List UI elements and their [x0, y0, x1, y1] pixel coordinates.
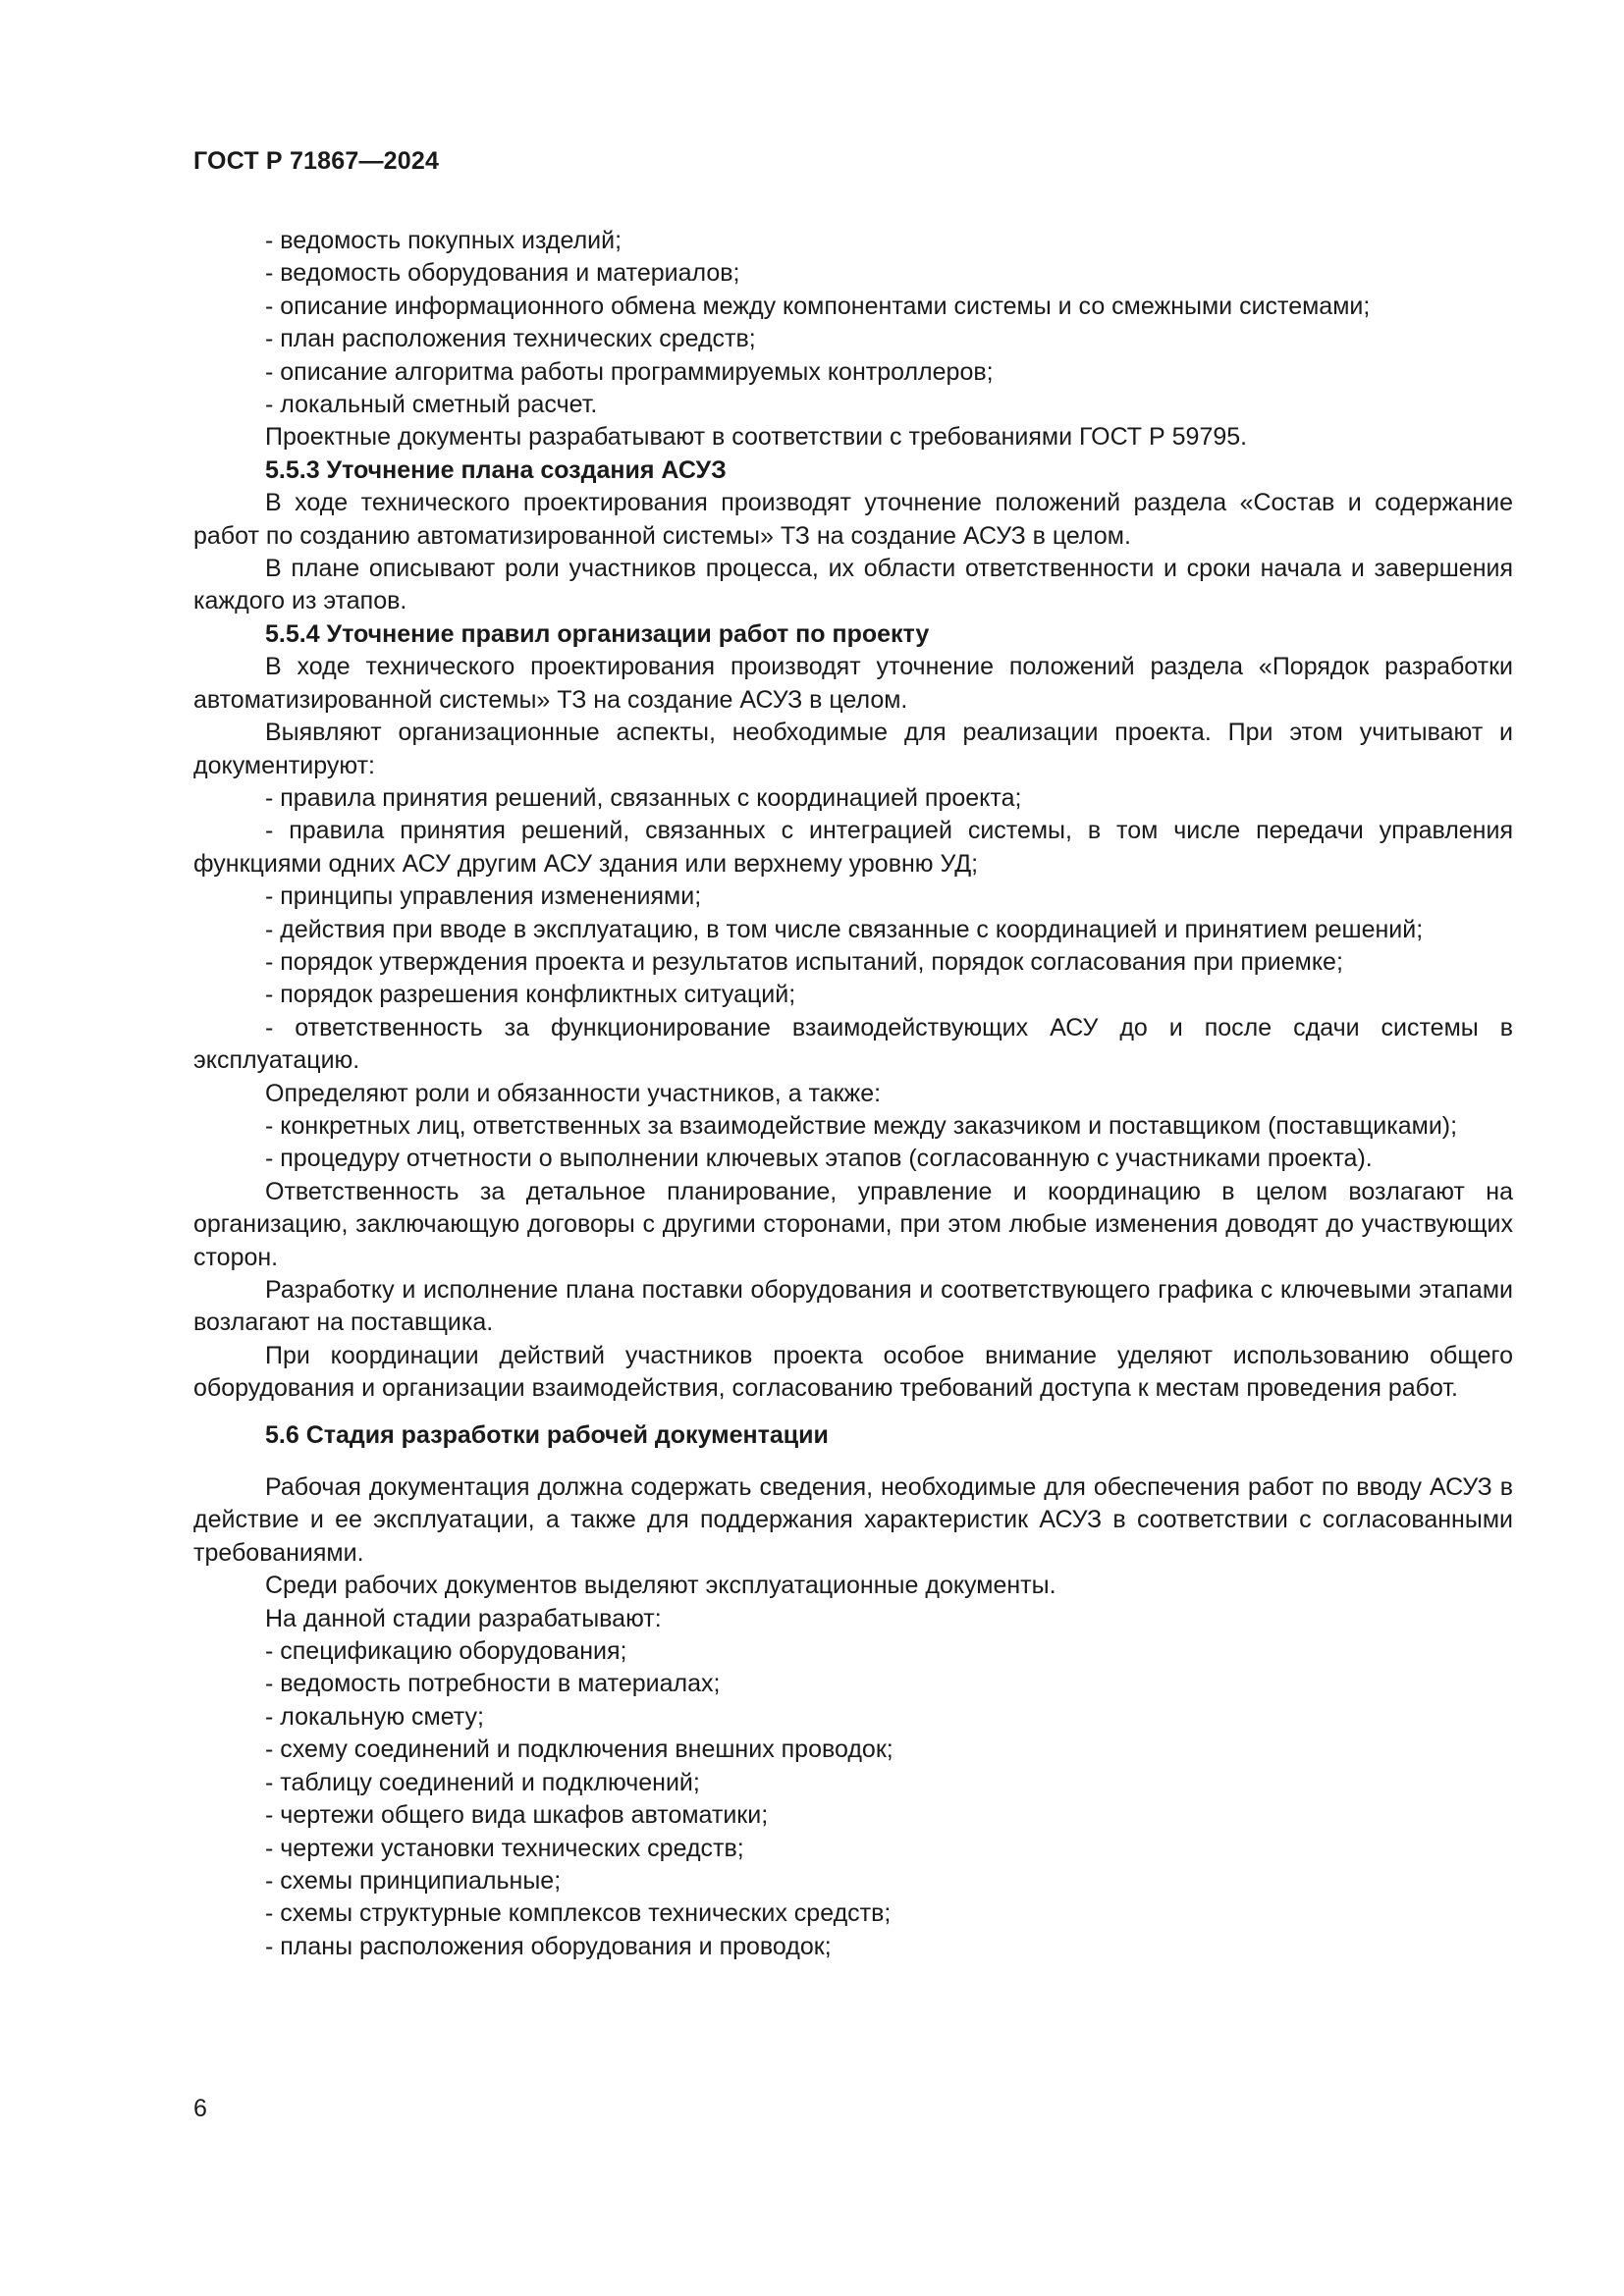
list-item: - планы расположения оборудования и проводок; — [265, 1932, 832, 1960]
subsection-heading-5-5-3: 5.5.3 Уточнение плана создания АСУЗ — [265, 455, 727, 484]
list-item: - конкретных лиц, ответственных за взаимодействие между заказчиком и поставщиком (поставщиками); — [265, 1111, 1458, 1140]
paragraph: При координации действий участников проекта особое внимание уделяют использованию общего оборудования и организации взаимодействия, согласованию требований доступа к местам проведения работ. — [193, 1341, 1513, 1403]
list-item: - описание алгоритма работы программируемых контроллеров; — [265, 357, 994, 386]
list-item: - порядок утверждения проекта и результатов испытаний, порядок согласования при приемке; — [265, 947, 1343, 976]
list-item: - процедуру отчетности о выполнении ключевых этапов (согласованную с участниками проекта). — [265, 1145, 1373, 1173]
paragraph: В плане описывают роли участников процесса, их области ответственности и сроки начала и завершения каждого из этапов. — [193, 555, 1513, 615]
list-item: - схемы принципиальные; — [265, 1866, 562, 1895]
list-item: - схемы структурные комплексов технических средств; — [265, 1899, 892, 1928]
list-item: - порядок разрешения конфликтных ситуаций; — [265, 981, 796, 1009]
list-item: - ведомость потребности в материалах; — [265, 1670, 721, 1698]
page-number: 6 — [193, 2095, 207, 2122]
paragraph: Ответственность за детальное планирование, управление и координацию в целом возлагают на организацию, заключающую договоры с другими сторонами, при этом любые изменения доводят до участвующих сторон. — [193, 1177, 1513, 1271]
subsection-heading-5-5-4: 5.5.4 Уточнение правил организации работ по проекту — [265, 619, 930, 648]
list-item: - локальный сметный расчет. — [265, 391, 598, 419]
list-item: - чертежи общего вида шкафов автоматики; — [265, 1801, 769, 1830]
list-item: - спецификацию оборудования; — [265, 1637, 627, 1666]
paragraph: Проектные документы разрабатывают в соответствии с требованиями ГОСТ Р 59795. — [265, 423, 1248, 452]
list-item: - правила принятия решений, связанных с интеграцией системы, в том числе передачи управления функциями одних АСУ другим АСУ здания или верхнему уровню УД; — [193, 817, 1513, 878]
paragraph: Рабочая документация должна содержать сведения, необходимые для обеспечения работ по вводу АСУЗ в действие и ее эксплуатации, а также для поддержания характеристик АСУЗ в соответствии с согласованными требованиями. — [193, 1473, 1513, 1567]
list-item: - ведомость покупных изделий; — [265, 227, 623, 254]
paragraph: Разработку и исполнение плана поставки оборудования и соответствующего графика с ключевыми этапами возлагают на поставщика. — [193, 1276, 1513, 1337]
paragraph: Выявляют организационные аспекты, необходимые для реализации проекта. При этом учитывают и документируют: — [193, 719, 1513, 779]
document-body — [193, 225, 1513, 1963]
paragraph: Среди рабочих документов выделяют эксплуатационные документы. — [265, 1572, 1056, 1600]
list-item: - принципы управления изменениями; — [265, 882, 702, 911]
paragraph: В ходе технического проектирования производят уточнение положений раздела «Состав и содержание работ по созданию автоматизированной системы» ТЗ на создание АСУЗ в целом. — [193, 489, 1513, 550]
paragraph: Определяют роли и обязанности участников, а также: — [265, 1079, 882, 1107]
list-item: - действия при вводе в эксплуатацию, в том числе связанные с координацией и принятием решений; — [265, 915, 1424, 943]
list-item: - схему соединений и подключения внешних проводок; — [265, 1735, 893, 1764]
document-header: ГОСТ Р 71867—2024 — [193, 147, 440, 175]
section-heading-5-6: 5.6 Стадия разработки рабочей документации — [265, 1420, 829, 1449]
list-item: - описание информационного обмена между компонентами системы и со смежными системами; — [265, 292, 1371, 320]
list-item: - правила принятия решений, связанных с координацией проекта; — [265, 783, 1022, 812]
paragraph: На данной стадии разрабатывают: — [265, 1604, 662, 1632]
list-item: - чертежи установки технических средств; — [265, 1834, 744, 1862]
list-item: - ответственность за функционирование взаимодействующих АСУ до и после сдачи системы в эксплуатацию. — [193, 1013, 1513, 1075]
paragraph: В ходе технического проектирования производят уточнение положений раздела «Порядок разработки автоматизированной системы» ТЗ на создание АСУЗ в целом. — [193, 653, 1513, 714]
list-item: - локальную смету; — [265, 1702, 484, 1731]
list-item: - ведомость оборудования и материалов; — [265, 259, 740, 288]
list-item: - таблицу соединений и подключений; — [265, 1768, 700, 1796]
list-item: - план расположения технических средств; — [265, 325, 756, 353]
